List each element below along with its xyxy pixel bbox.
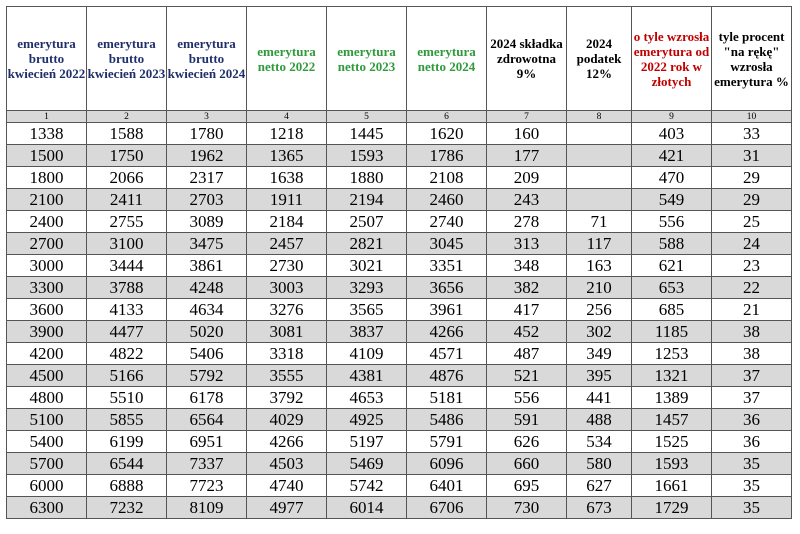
table-cell: 36 — [712, 431, 792, 453]
table-cell: 163 — [567, 255, 632, 277]
table-cell: 6401 — [407, 475, 487, 497]
table-cell: 1800 — [7, 167, 87, 189]
table-cell: 5100 — [7, 409, 87, 431]
table-cell: 3081 — [247, 321, 327, 343]
table-cell: 2703 — [167, 189, 247, 211]
table-cell: 6178 — [167, 387, 247, 409]
table-cell: 730 — [487, 497, 567, 519]
table-cell: 4200 — [7, 343, 87, 365]
table-cell: 2194 — [327, 189, 407, 211]
column-number: 8 — [567, 111, 632, 123]
table-cell: 7337 — [167, 453, 247, 475]
table-cell: 6000 — [7, 475, 87, 497]
table-cell: 2730 — [247, 255, 327, 277]
header-increase-pln: o tyle wzrosła emerytura od 2022 rok w złotych — [632, 7, 712, 111]
table-row — [7, 299, 792, 321]
table-cell: 521 — [487, 365, 567, 387]
column-number: 6 — [407, 111, 487, 123]
table-cell: 38 — [712, 321, 792, 343]
table-cell: 1389 — [632, 387, 712, 409]
table-row — [7, 387, 792, 409]
table-cell: 1593 — [632, 453, 712, 475]
table-cell — [567, 167, 632, 189]
table-cell: 3021 — [327, 255, 407, 277]
table-row — [7, 497, 792, 519]
table-cell: 37 — [712, 387, 792, 409]
table-cell: 1911 — [247, 189, 327, 211]
table-cell: 3089 — [167, 211, 247, 233]
table-cell: 421 — [632, 145, 712, 167]
column-number: 3 — [167, 111, 247, 123]
table-cell: 626 — [487, 431, 567, 453]
table-cell: 3837 — [327, 321, 407, 343]
header-gross-2022: emerytura brutto kwiecień 2022 — [7, 7, 87, 111]
table-cell: 8109 — [167, 497, 247, 519]
table-cell: 7232 — [87, 497, 167, 519]
table-cell: 1321 — [632, 365, 712, 387]
table-cell: 1620 — [407, 123, 487, 145]
column-number-row — [7, 111, 792, 123]
table-cell: 243 — [487, 189, 567, 211]
table-cell: 588 — [632, 233, 712, 255]
table-cell: 4822 — [87, 343, 167, 365]
column-number: 7 — [487, 111, 567, 123]
table-cell: 36 — [712, 409, 792, 431]
table-cell: 591 — [487, 409, 567, 431]
table-cell: 1365 — [247, 145, 327, 167]
header-gross-2024: emerytura brutto kwiecień 2024 — [167, 7, 247, 111]
table-cell: 6014 — [327, 497, 407, 519]
table-cell: 1445 — [327, 123, 407, 145]
table-row — [7, 189, 792, 211]
table-cell: 4503 — [247, 453, 327, 475]
header-health-contribution: 2024 składka zdrowotna 9% — [487, 7, 567, 111]
table-cell: 1338 — [7, 123, 87, 145]
table-cell: 3318 — [247, 343, 327, 365]
table-cell: 3555 — [247, 365, 327, 387]
table-cell: 1638 — [247, 167, 327, 189]
table-cell: 3045 — [407, 233, 487, 255]
table-cell: 653 — [632, 277, 712, 299]
header-tax: 2024 podatek 12% — [567, 7, 632, 111]
table-cell: 2400 — [7, 211, 87, 233]
table-cell: 2108 — [407, 167, 487, 189]
table-cell: 1218 — [247, 123, 327, 145]
pension-table — [6, 6, 792, 519]
header-increase-percent: tyle procent "na rękę" wzrosła emerytura % — [712, 7, 792, 111]
table-cell: 627 — [567, 475, 632, 497]
table-cell: 4266 — [407, 321, 487, 343]
table-cell: 3276 — [247, 299, 327, 321]
table-cell: 534 — [567, 431, 632, 453]
table-cell: 3600 — [7, 299, 87, 321]
table-cell: 349 — [567, 343, 632, 365]
table-cell: 177 — [487, 145, 567, 167]
table-cell: 417 — [487, 299, 567, 321]
table-cell: 3003 — [247, 277, 327, 299]
table-cell: 117 — [567, 233, 632, 255]
table-cell: 3565 — [327, 299, 407, 321]
table-cell: 1253 — [632, 343, 712, 365]
table-row — [7, 167, 792, 189]
table-cell: 3788 — [87, 277, 167, 299]
table-cell: 4266 — [247, 431, 327, 453]
table-cell: 4925 — [327, 409, 407, 431]
table-cell: 2100 — [7, 189, 87, 211]
table-cell: 2317 — [167, 167, 247, 189]
table-cell: 556 — [632, 211, 712, 233]
table-cell: 4248 — [167, 277, 247, 299]
table-cell: 1786 — [407, 145, 487, 167]
table-cell: 278 — [487, 211, 567, 233]
table-cell: 6199 — [87, 431, 167, 453]
table-cell: 488 — [567, 409, 632, 431]
table-cell — [567, 189, 632, 211]
table-cell: 3900 — [7, 321, 87, 343]
table-row — [7, 343, 792, 365]
table-cell: 24 — [712, 233, 792, 255]
table-cell: 1185 — [632, 321, 712, 343]
table-cell: 5700 — [7, 453, 87, 475]
table-row — [7, 123, 792, 145]
table-row — [7, 409, 792, 431]
table-cell: 5400 — [7, 431, 87, 453]
table-cell: 2460 — [407, 189, 487, 211]
table-cell: 3293 — [327, 277, 407, 299]
table-cell: 2457 — [247, 233, 327, 255]
table-cell: 4109 — [327, 343, 407, 365]
table-cell: 1661 — [632, 475, 712, 497]
column-number: 1 — [7, 111, 87, 123]
table-cell: 37 — [712, 365, 792, 387]
table-cell: 1500 — [7, 145, 87, 167]
table-cell: 5469 — [327, 453, 407, 475]
table-cell: 33 — [712, 123, 792, 145]
table-cell: 5197 — [327, 431, 407, 453]
table-cell: 382 — [487, 277, 567, 299]
table-row — [7, 255, 792, 277]
table-cell: 35 — [712, 453, 792, 475]
table-cell: 6544 — [87, 453, 167, 475]
table-cell: 3351 — [407, 255, 487, 277]
table-cell: 2755 — [87, 211, 167, 233]
table-cell: 3300 — [7, 277, 87, 299]
table-cell: 1729 — [632, 497, 712, 519]
table-cell: 549 — [632, 189, 712, 211]
table-cell: 487 — [487, 343, 567, 365]
table-cell: 403 — [632, 123, 712, 145]
table-cell: 1780 — [167, 123, 247, 145]
table-cell: 313 — [487, 233, 567, 255]
table-row — [7, 211, 792, 233]
table-cell: 685 — [632, 299, 712, 321]
table-cell: 22 — [712, 277, 792, 299]
table-cell: 5486 — [407, 409, 487, 431]
table-cell: 6888 — [87, 475, 167, 497]
table-cell: 71 — [567, 211, 632, 233]
table-cell: 6706 — [407, 497, 487, 519]
table-cell: 7723 — [167, 475, 247, 497]
table-row — [7, 431, 792, 453]
table-cell: 209 — [487, 167, 567, 189]
table-cell: 5166 — [87, 365, 167, 387]
table-cell: 6564 — [167, 409, 247, 431]
table-row — [7, 453, 792, 475]
column-number: 2 — [87, 111, 167, 123]
table-cell: 2411 — [87, 189, 167, 211]
table-cell: 452 — [487, 321, 567, 343]
header-net-2024: emerytura netto 2024 — [407, 7, 487, 111]
table-cell: 35 — [712, 475, 792, 497]
table-cell: 4029 — [247, 409, 327, 431]
table-cell: 3444 — [87, 255, 167, 277]
table-row — [7, 321, 792, 343]
table-cell: 21 — [712, 299, 792, 321]
table-cell: 2507 — [327, 211, 407, 233]
header-row — [7, 7, 792, 111]
table-cell: 3656 — [407, 277, 487, 299]
table-cell: 1750 — [87, 145, 167, 167]
header-gross-2023: emerytura brutto kwiecień 2023 — [87, 7, 167, 111]
table-cell: 5742 — [327, 475, 407, 497]
table-cell: 3792 — [247, 387, 327, 409]
table-cell: 4653 — [327, 387, 407, 409]
table-cell: 38 — [712, 343, 792, 365]
table-cell: 348 — [487, 255, 567, 277]
table-cell: 29 — [712, 189, 792, 211]
table-cell: 4571 — [407, 343, 487, 365]
table-row — [7, 277, 792, 299]
table-cell: 5510 — [87, 387, 167, 409]
table-cell: 1593 — [327, 145, 407, 167]
table-cell: 4800 — [7, 387, 87, 409]
table-cell — [567, 123, 632, 145]
table-cell: 302 — [567, 321, 632, 343]
table-cell: 470 — [632, 167, 712, 189]
table-cell: 4477 — [87, 321, 167, 343]
table-row — [7, 475, 792, 497]
table-cell: 5792 — [167, 365, 247, 387]
table-cell: 6951 — [167, 431, 247, 453]
table-row — [7, 145, 792, 167]
table-cell: 3961 — [407, 299, 487, 321]
header-net-2022: emerytura netto 2022 — [247, 7, 327, 111]
table-cell: 4381 — [327, 365, 407, 387]
table-cell: 25 — [712, 211, 792, 233]
table-cell: 160 — [487, 123, 567, 145]
table-row — [7, 365, 792, 387]
column-number: 10 — [712, 111, 792, 123]
header-net-2023: emerytura netto 2023 — [327, 7, 407, 111]
table-cell: 3000 — [7, 255, 87, 277]
table-cell: 6096 — [407, 453, 487, 475]
table-cell: 210 — [567, 277, 632, 299]
table-cell: 4133 — [87, 299, 167, 321]
table-cell: 673 — [567, 497, 632, 519]
table-cell: 23 — [712, 255, 792, 277]
table-cell: 4500 — [7, 365, 87, 387]
table-cell: 31 — [712, 145, 792, 167]
column-number: 5 — [327, 111, 407, 123]
table-cell: 6300 — [7, 497, 87, 519]
table-cell: 441 — [567, 387, 632, 409]
table-cell: 4977 — [247, 497, 327, 519]
table-cell: 1525 — [632, 431, 712, 453]
table-cell: 1962 — [167, 145, 247, 167]
table-cell: 2066 — [87, 167, 167, 189]
table-cell: 3475 — [167, 233, 247, 255]
table-cell: 4634 — [167, 299, 247, 321]
table-cell: 35 — [712, 497, 792, 519]
table-cell: 256 — [567, 299, 632, 321]
table-cell: 2740 — [407, 211, 487, 233]
table-cell: 3100 — [87, 233, 167, 255]
table-cell: 4740 — [247, 475, 327, 497]
table-cell — [567, 145, 632, 167]
table-cell: 580 — [567, 453, 632, 475]
table-cell: 556 — [487, 387, 567, 409]
table-cell: 5181 — [407, 387, 487, 409]
table-cell: 4876 — [407, 365, 487, 387]
table-cell: 29 — [712, 167, 792, 189]
table-cell: 3861 — [167, 255, 247, 277]
table-cell: 1880 — [327, 167, 407, 189]
table-cell: 660 — [487, 453, 567, 475]
table-cell: 2700 — [7, 233, 87, 255]
table-cell: 5855 — [87, 409, 167, 431]
table-cell: 695 — [487, 475, 567, 497]
table-cell: 5020 — [167, 321, 247, 343]
column-number: 9 — [632, 111, 712, 123]
table-cell: 1457 — [632, 409, 712, 431]
table-cell: 2821 — [327, 233, 407, 255]
table-cell: 395 — [567, 365, 632, 387]
table-cell: 5406 — [167, 343, 247, 365]
table-cell: 5791 — [407, 431, 487, 453]
table-row — [7, 233, 792, 255]
table-cell: 621 — [632, 255, 712, 277]
table-cell: 2184 — [247, 211, 327, 233]
column-number: 4 — [247, 111, 327, 123]
pension-table-container — [6, 6, 792, 519]
table-cell: 1588 — [87, 123, 167, 145]
table-body — [7, 123, 792, 519]
